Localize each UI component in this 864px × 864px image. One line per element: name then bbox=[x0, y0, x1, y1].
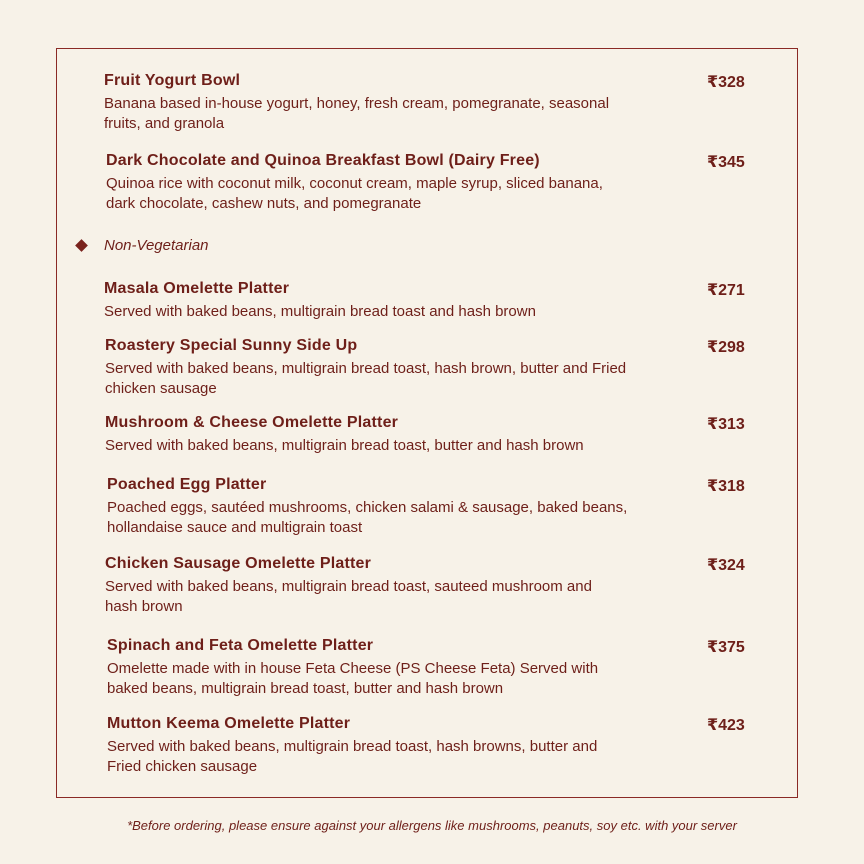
item-name: Roastery Special Sunny Side Up bbox=[105, 337, 358, 354]
item-name: Dark Chocolate and Quinoa Breakfast Bowl (Dairy Free) bbox=[106, 152, 540, 169]
item-name: Poached Egg Platter bbox=[107, 476, 267, 493]
section-label: Non-Vegetarian bbox=[104, 237, 209, 254]
item-name: Chicken Sausage Omelette Platter bbox=[105, 555, 372, 572]
item-price: ₹375 bbox=[707, 639, 745, 656]
item-description: Omelette made with in house Feta Cheese (PS Cheese Feta) Served with baked beans, multigrain bread toast, butter and hash brown bbox=[107, 660, 599, 697]
item-name: Mushroom & Cheese Omelette Platter bbox=[105, 414, 399, 431]
item-name: Masala Omelette Platter bbox=[104, 280, 290, 297]
section-header-non-vegetarian bbox=[57, 237, 799, 259]
item-price: ₹313 bbox=[707, 416, 745, 433]
item-name: Spinach and Feta Omelette Platter bbox=[107, 637, 374, 654]
item-description: Banana based in-house yogurt, honey, fresh cream, pomegranate, seasonal fruits, and granola bbox=[104, 95, 610, 132]
item-price: ₹324 bbox=[707, 557, 745, 574]
allergen-footnote: *Before ordering, please ensure against your allergens like mushrooms, peanuts, soy etc. with your server bbox=[127, 818, 737, 833]
item-name: Mutton Keema Omelette Platter bbox=[107, 715, 351, 732]
item-price: ₹423 bbox=[707, 717, 745, 734]
item-price: ₹318 bbox=[707, 478, 745, 495]
item-description: Served with baked beans, multigrain bread toast and hash brown bbox=[104, 303, 536, 320]
item-name: Fruit Yogurt Bowl bbox=[104, 72, 241, 89]
item-description: Served with baked beans, multigrain bread toast, hash brown, butter and Fried chicken sausage bbox=[105, 360, 627, 397]
item-price: ₹298 bbox=[707, 339, 745, 356]
item-description: Poached eggs, sautéed mushrooms, chicken salami & sausage, baked beans, hollandaise sauce and multigrain toast bbox=[107, 499, 628, 536]
item-description: Served with baked beans, multigrain bread toast, hash browns, butter and Fried chicken sausage bbox=[107, 738, 598, 775]
item-price: ₹345 bbox=[707, 154, 745, 171]
item-price: ₹271 bbox=[707, 282, 745, 299]
item-description: Served with baked beans, multigrain bread toast, sauteed mushroom and hash brown bbox=[105, 578, 592, 615]
item-price: ₹328 bbox=[707, 74, 745, 91]
menu-frame bbox=[56, 48, 798, 798]
diamond-bullet-icon bbox=[75, 239, 88, 252]
item-description: Quinoa rice with coconut milk, coconut cream, maple syrup, sliced banana, dark chocolate, cashew nuts, and pomegranate bbox=[106, 175, 603, 212]
item-description: Served with baked beans, multigrain bread toast, butter and hash brown bbox=[105, 437, 584, 454]
